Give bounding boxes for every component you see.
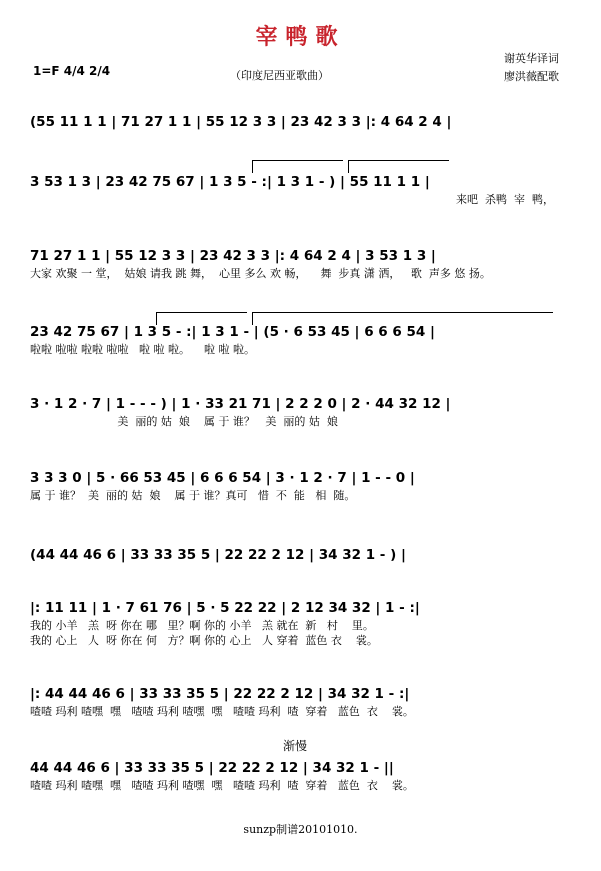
notation-line: |: 44 44 46 6 | 33 33 35 5 | 22 22 2 12 | 34 32 1 - :| — [30, 686, 410, 702]
notation-line: 3 3 3 0 | 5 · 66 53 45 | 6 6 6 54 | 3 · 1 2 · 7 | 1 - - 0 | — [30, 470, 415, 486]
lyric-line: 属 于 谁？ 美 丽的 姑 娘 属 于 谁？真可 惜 不 能 相 随。 — [30, 489, 356, 502]
arranger-credit: 廖洪薇配歌 — [504, 70, 559, 83]
lyric-line: 来吧 杀鸭 宰 鸭， — [456, 193, 554, 206]
score-row-1 — [30, 112, 570, 132]
footer-credit: sunzp制谱20101010. — [243, 823, 358, 836]
notation-line: 23 42 75 67 | 1 3 5 - :| 1 3 1 - | (5 · 6 53 45 | 6 6 6 54 | — [30, 324, 435, 340]
lyric-line-verse-1: 我的 小羊 羔 呀 你在 哪 里？啊 你的 小羊 羔 就在 新 村 里。 — [30, 619, 374, 632]
notation-line: 44 44 46 6 | 33 33 35 5 | 22 22 2 12 | 34 32 1 - || — [30, 760, 394, 776]
song-subtitle: （印度尼西亚歌曲） — [230, 69, 329, 82]
notation-line: (55 11 1 1 | 71 27 1 1 | 55 12 3 3 | 23 42 3 3 |: 4 64 2 4 | — [30, 114, 452, 130]
notation-line: 3 · 1 2 · 7 | 1 - - - ) | 1 · 33 21 71 | 2 2 2 0 | 2 · 44 32 12 | — [30, 396, 451, 412]
lyricist-credit: 谢英华译词 — [504, 52, 559, 65]
score-row-3 — [30, 246, 570, 281]
notation-line: (44 44 46 6 | 33 33 35 5 | 22 22 2 12 | 34 32 1 - ) | — [30, 547, 406, 563]
lyric-line: 喳喳 玛利 喳嘿 嘿 喳喳 玛利 喳嘿 嘿 喳喳 玛利 喳 穿着 蓝色 衣 裳。 — [30, 779, 414, 792]
score-row-9 — [30, 684, 570, 719]
score-row-8 — [30, 598, 570, 648]
score-row-10 — [30, 758, 570, 793]
score-row-2 — [30, 172, 570, 207]
score-row-7 — [30, 545, 570, 565]
score-row-5 — [30, 394, 570, 429]
tempo-marking: 渐慢 — [283, 739, 308, 753]
lyric-line: 啦啦 啦啦 啦啦 啦啦 啦 啦 啦。 啦 啦 啦。 — [30, 343, 255, 356]
song-title: 宰鸭歌 — [255, 24, 346, 50]
notation-line: 71 27 1 1 | 55 12 3 3 | 23 42 3 3 |: 4 64 2 4 | 3 53 1 3 | — [30, 248, 436, 264]
lyric-line-verse-2: 我的 心上 人 呀 你在 何 方？啊 你的 心上 人 穿着 蓝色 衣 裳。 — [30, 634, 378, 647]
score-row-6 — [30, 468, 570, 503]
score-row-4 — [30, 322, 570, 357]
key-signature: 1=F 4/4 2/4 — [33, 64, 111, 78]
notation-line: 3 53 1 3 | 23 42 75 67 | 1 3 5 - :| 1 3 1 - ) | 55 11 1 1 | — [30, 174, 430, 190]
lyric-line: 美 丽的 姑 娘 属 于 谁？ 美 丽的 姑 娘 — [30, 415, 338, 428]
lyric-line: 喳喳 玛利 喳嘿 嘿 喳喳 玛利 喳嘿 嘿 喳喳 玛利 喳 穿着 蓝色 衣 裳。 — [30, 705, 414, 718]
notation-line: |: 11 11 | 1 · 7 61 76 | 5 · 5 22 22 | 2 12 34 32 | 1 - :| — [30, 600, 420, 616]
lyric-line: 大家 欢聚 一 堂， 姑娘 请我 跳 舞， 心里 多么 欢 畅， 舞 步真 潇 洒， 歌 声多 悠 扬。 — [30, 267, 491, 280]
